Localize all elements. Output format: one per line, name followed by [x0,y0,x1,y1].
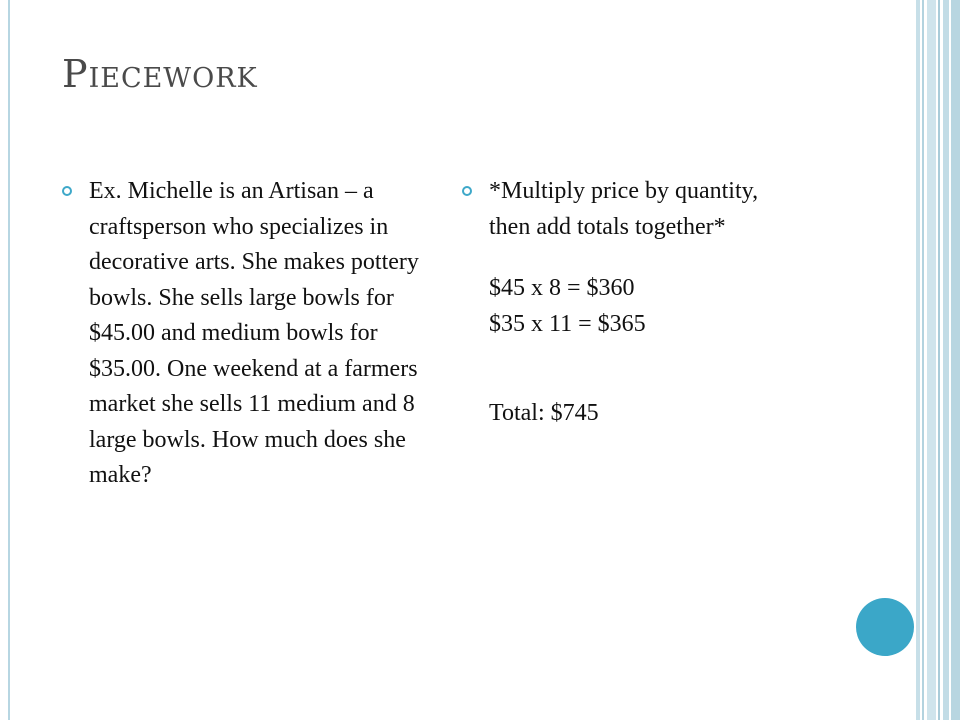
left-bullet-text: Ex. Michelle is an Artisan – a craftsperson who specializes in decorative arts. She makes pottery bowls. She sells large bowls for $45.00 and medium bowls for $35.00. One weekend at a farmers market she sells 11 medium and 8 large bowls. How much does she make? [89,178,419,488]
stripe [927,0,936,720]
bullet-circle-icon [62,186,72,196]
stripe [943,0,949,720]
stripe [922,0,924,720]
stripe [916,0,920,720]
left-column [62,174,422,494]
right-edge-stripes [916,0,960,720]
right-bullet-item [462,174,782,245]
stripe [951,0,960,720]
slide-title [62,52,258,96]
right-column [462,174,782,432]
bullet-circle-icon [462,186,472,196]
left-bullet-item [62,174,422,494]
calc-line-large-bowls: $45 x 8 = $360 [489,275,635,301]
total-line: Total: $745 [489,400,599,426]
slide-title-text: Piecework [62,52,258,96]
stripe [938,0,940,720]
calc-line-medium-bowls: $35 x 11 = $365 [489,310,646,337]
spacer [462,245,782,271]
left-frame-line [8,0,10,720]
decorative-circle [856,598,914,656]
right-bullet-text: *Multiply price by quantity, then add totals together* [489,178,759,240]
spacer [462,342,782,396]
